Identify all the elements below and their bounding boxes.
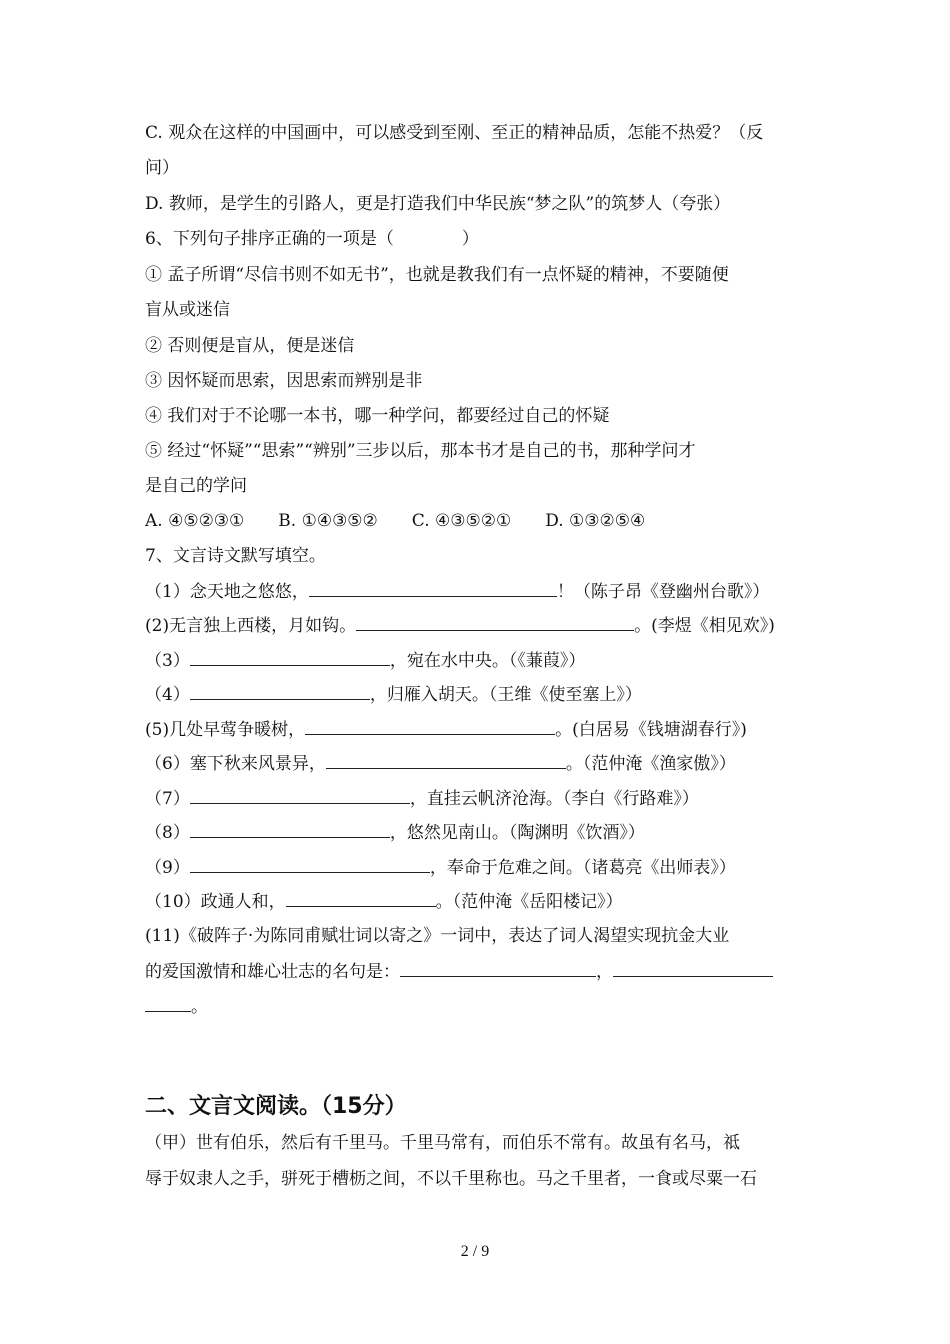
fill-item-3: （3） ，宛在水中央。（《蒹葭》） (145, 651, 586, 671)
fill-item-1: （1）念天地之悠悠， ！（陈子昂《登幽州台歌》） (145, 582, 770, 602)
sentence-1-line2: 盲从或迷信 (145, 300, 230, 320)
passage-line2: 辱于奴隶人之手，骈死于槽枥之间，不以千里称也。马之千里者，一食或尽粟一石 (145, 1169, 757, 1189)
page-number: 2 / 9 (460, 1243, 490, 1260)
fill-item-11-line3: 。 (145, 995, 810, 1018)
sentence-3: ③ 因怀疑而思索，因思索而辨别是非 (145, 371, 423, 391)
sentence-2: ② 否则便是盲从，便是迷信 (145, 336, 355, 356)
answer-options: A. ④⑤②③① B. ①④③⑤② C. ④③⑤②① D. ①③②⑤④ (145, 511, 646, 531)
option-c-line2: 问） (145, 158, 179, 178)
fill-item-11-line1: (11)《破阵子·为陈同甫赋壮词以寄之》一词中，表达了词人渴望实现抗金大业 (145, 926, 730, 946)
answer-blank[interactable] (326, 752, 566, 769)
fill-item-10: （10）政通人和， 。（范仲淹《岳阳楼记》） (145, 892, 623, 912)
section-2-heading: 二、文言文阅读。（15分） (145, 1094, 407, 1119)
answer-blank[interactable] (613, 960, 773, 977)
answer-blank[interactable] (286, 890, 436, 907)
question-7: 7、文言诗文默写填空。 (145, 546, 326, 566)
sentence-5-line2: 是自己的学问 (145, 476, 247, 496)
sentence-4: ④ 我们对于不论哪一本书，哪一种学问，都要经过自己的怀疑 (145, 406, 610, 426)
passage-line1: （甲）世有伯乐，然后有千里马。千里马常有，而伯乐不常有。故虽有名马，祗 (145, 1133, 740, 1153)
fill-item-8: （8） ，悠然见南山。（陶渊明《饮酒》） (145, 823, 645, 843)
sentence-5-line1: ⑤ 经过“怀疑”“思索”“辨别”三步以后，那本书才是自己的书，那种学问才 (145, 441, 696, 461)
fill-item-9: （9） ，奉命于危难之间。（诸葛亮《出师表》） (145, 858, 736, 878)
option-c-line1: C. 观众在这样的中国画中，可以感受到至刚、至正的精神品质，怎能不热爱？（反 (145, 123, 764, 143)
fill-item-6: （6）塞下秋来风景异， 。（范仲淹《渔家傲》） (145, 754, 736, 774)
fill-item-7: （7） ，直挂云帆济沧海。（李白《行路难》） (145, 789, 699, 809)
answer-blank[interactable] (190, 787, 410, 804)
fill-item-5: (5)几处早莺争暖树， 。(白居易《钱塘湖春行》) (145, 720, 747, 740)
answer-blank[interactable] (145, 995, 191, 1012)
answer-blank[interactable] (309, 580, 557, 597)
answer-blank[interactable] (305, 718, 555, 735)
answer-blank[interactable] (400, 960, 596, 977)
answer-blank[interactable] (190, 821, 390, 838)
fill-item-2: (2)无言独上西楼，月如钩。 。(李煜《相见欢》) (145, 616, 775, 636)
answer-blank[interactable] (190, 856, 430, 873)
answer-blank[interactable] (190, 683, 370, 700)
answer-blank[interactable] (356, 614, 634, 631)
answer-blank[interactable] (190, 649, 390, 666)
question-6: 6、下列句子排序正确的一项是（ ） (145, 229, 479, 249)
sentence-1-line1: ① 孟子所谓“尽信书则不如无书”，也就是教我们有一点怀疑的精神，不要随便 (145, 265, 729, 285)
fill-item-4: （4） ，归雁入胡天。（王维《使至塞上》） (145, 685, 642, 705)
option-d: D. 教师，是学生的引路人，更是打造我们中华民族“梦之队”的筑梦人（夸张） (145, 194, 731, 214)
fill-item-11-line2: 的爱国激情和雄心壮志的名句是： ， (145, 960, 810, 983)
